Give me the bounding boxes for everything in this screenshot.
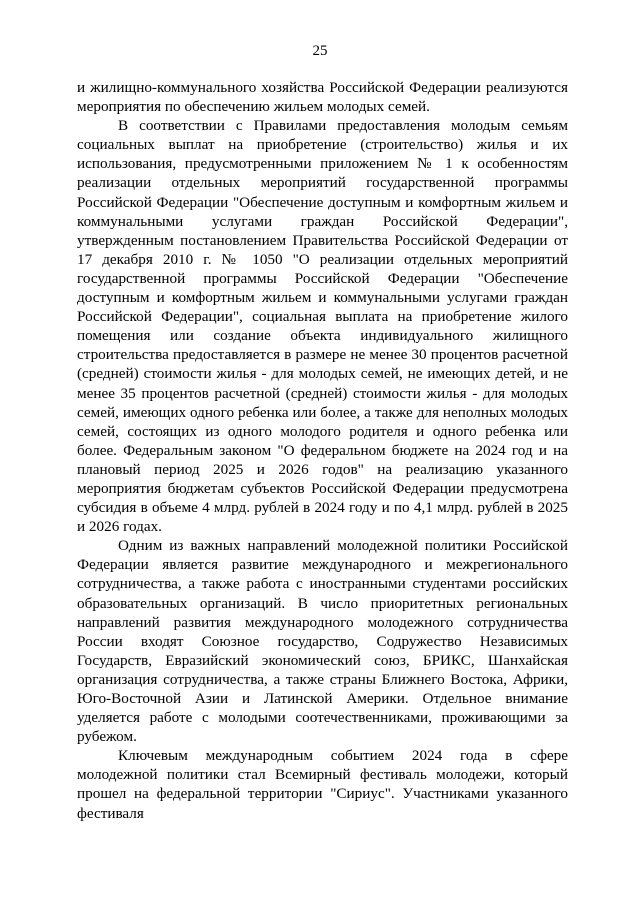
page-number: 25 xyxy=(312,43,328,59)
paragraph-youth-festival: Ключевым международным событием 2024 года в сфере молодежной политики стал Всемирный фестиваль молодежи, который прошел на федеральной территории "Сириус". Участниками указанного фестиваля xyxy=(77,747,568,822)
paragraph-housing-payments: В соответствии с Правилами предоставления молодым семьям социальных выплат на приобретение (строительство) жилья и их использования, предусмотренными приложением № 1 к особенностям реализации отдельных мероприятий государственной программы Российской Федерации "Обеспечение доступным и комфортным жильем и коммунальными услугами граждан Российской Федерации", утвержденным постановлением Правительства Российской Федерации от 17 декабря 2010 г. № 1050 "О реализации отдельных мероприятий государственной программы Российской Федерации "Обеспечение доступным и комфортным жильем и коммунальными услугами граждан Российской Федерации", социальная выплата на приобретение жилого помещения или создание объекта индивидуального жилищного строительства предоставляется в размере не менее 30 процентов расчетной (средней) стоимости жилья - для молодых семей, не имеющих детей, и не менее 35 процентов расчетной (средней) стоимости жилья - для молодых семей, имеющих одного ребенка или более, а также для неполных молодых семей, состоящих из одного молодого родителя и одного ребенка или более. Федеральным законом "О федеральном бюджете на 2024 год и на плановый период 2025 и 2026 годов" на реализацию указанного мероприятия бюджетам субъектов Российской Федерации предусмотрена субсидия в объеме 4 млрд. рублей в 2024 году и по 4,1 млрд. рублей в 2025 и 2026 годах. xyxy=(77,117,568,536)
paragraph-international-cooperation: Одним из важных направлений молодежной политики Российской Федерации является развитие международного и межрегионального сотрудничества, а также работа с иностранными студентами российских образовательных организаций. В число приоритетных региональных направлений развития международного молодежного сотрудничества России входят Союзное государство, Содружество Независимых Государств, Евразийский экономический союз, БРИКС, Шанхайская организация сотрудничества, а также страны Ближнего Востока, Африки, Юго-Восточной Азии и Латинской Америки. Отдельное внимание уделяется работе с молодыми соотечественниками, проживающими за рубежом. xyxy=(77,537,568,746)
document-body xyxy=(77,78,568,823)
paragraph-continuation: и жилищно-коммунального хозяйства Российской Федерации реализуются мероприятия по обеспечению жильем молодых семей. xyxy=(77,79,568,116)
